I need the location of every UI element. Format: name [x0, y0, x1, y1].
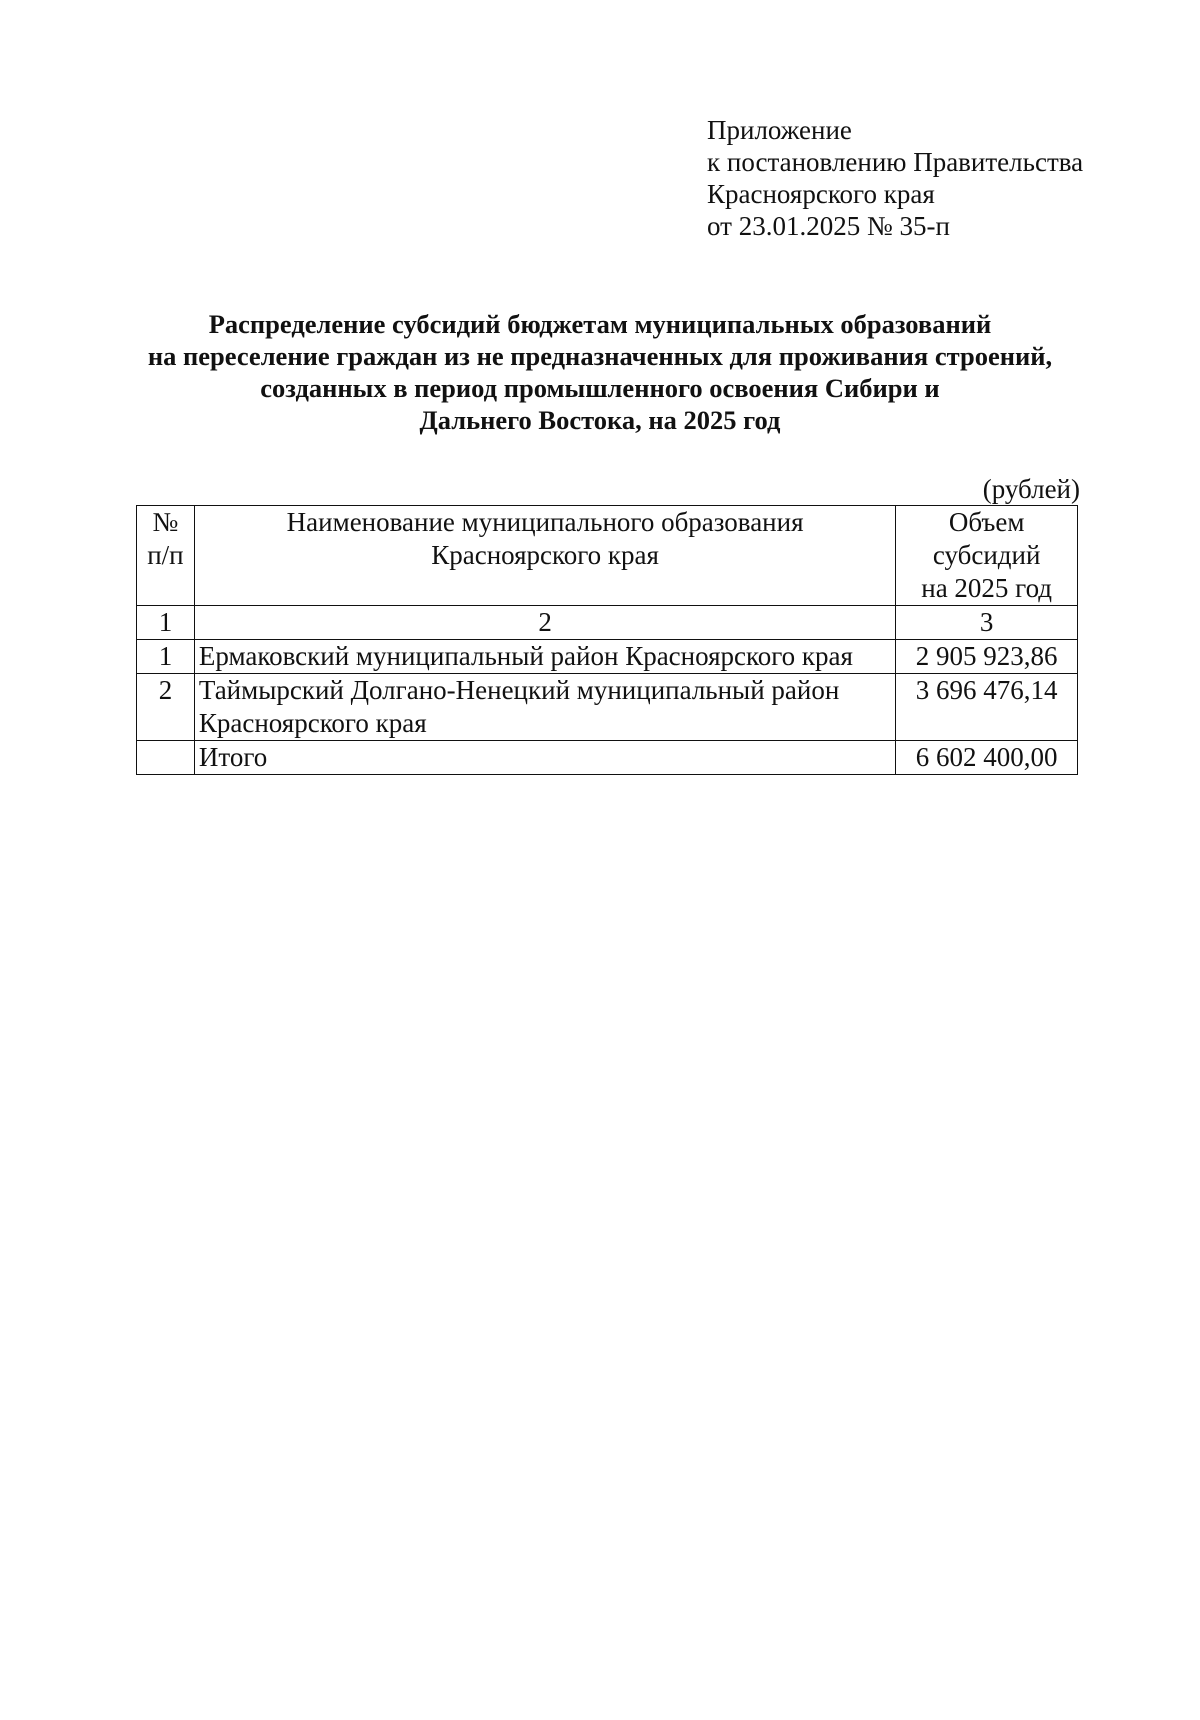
table-row	[137, 640, 1078, 674]
municipality-name: Таймырский Долгано-Ненецкий муниципальный район Красноярского края	[194, 674, 895, 741]
column-number: 2	[194, 606, 895, 640]
title-line: на переселение граждан из не предназначенных для проживания строений,	[147, 341, 1053, 371]
appendix-line: Красноярского края	[707, 179, 935, 209]
header-number-cell	[137, 506, 195, 606]
row-number: 2	[137, 674, 195, 741]
document-title	[100, 308, 1100, 436]
header-name-cell	[194, 506, 895, 606]
subsidy-amount: 3 696 476,14	[896, 674, 1078, 741]
row-number: 1	[137, 640, 195, 674]
header-amount-cell	[896, 506, 1078, 606]
total-amount: 6 602 400,00	[896, 741, 1078, 775]
row-number	[137, 741, 195, 775]
title-line: Дальнего Востока, на 2025 год	[419, 405, 781, 435]
header-text: Объем	[948, 507, 1025, 537]
header-text: Красноярского края	[431, 540, 659, 570]
column-numbers-row	[137, 606, 1078, 640]
header-text: на 2025 год	[921, 573, 1053, 603]
header-text: субсидий	[932, 540, 1041, 570]
header-text: Наименование муниципального образования	[286, 507, 804, 537]
appendix-block	[707, 114, 1083, 242]
table-row	[137, 674, 1078, 741]
subsidy-amount: 2 905 923,86	[896, 640, 1078, 674]
units-label: (рублей)	[982, 474, 1080, 504]
appendix-line: Приложение	[707, 115, 852, 145]
column-number: 1	[137, 606, 195, 640]
title-line: Распределение субсидий бюджетам муниципальных образований	[208, 309, 992, 339]
header-text: №	[152, 507, 179, 537]
distribution-table	[136, 505, 1078, 775]
appendix-line: от 23.01.2025 № 35-п	[707, 211, 950, 241]
table-header-row	[137, 506, 1078, 606]
title-line: созданных в период промышленного освоения Сибири и	[260, 373, 940, 403]
total-row	[137, 741, 1078, 775]
appendix-line: к постановлению Правительства	[707, 147, 1084, 177]
total-label: Итого	[194, 741, 895, 775]
header-text: п/п	[147, 540, 184, 570]
municipality-name: Ермаковский муниципальный район Красноярского края	[194, 640, 895, 674]
column-number: 3	[896, 606, 1078, 640]
